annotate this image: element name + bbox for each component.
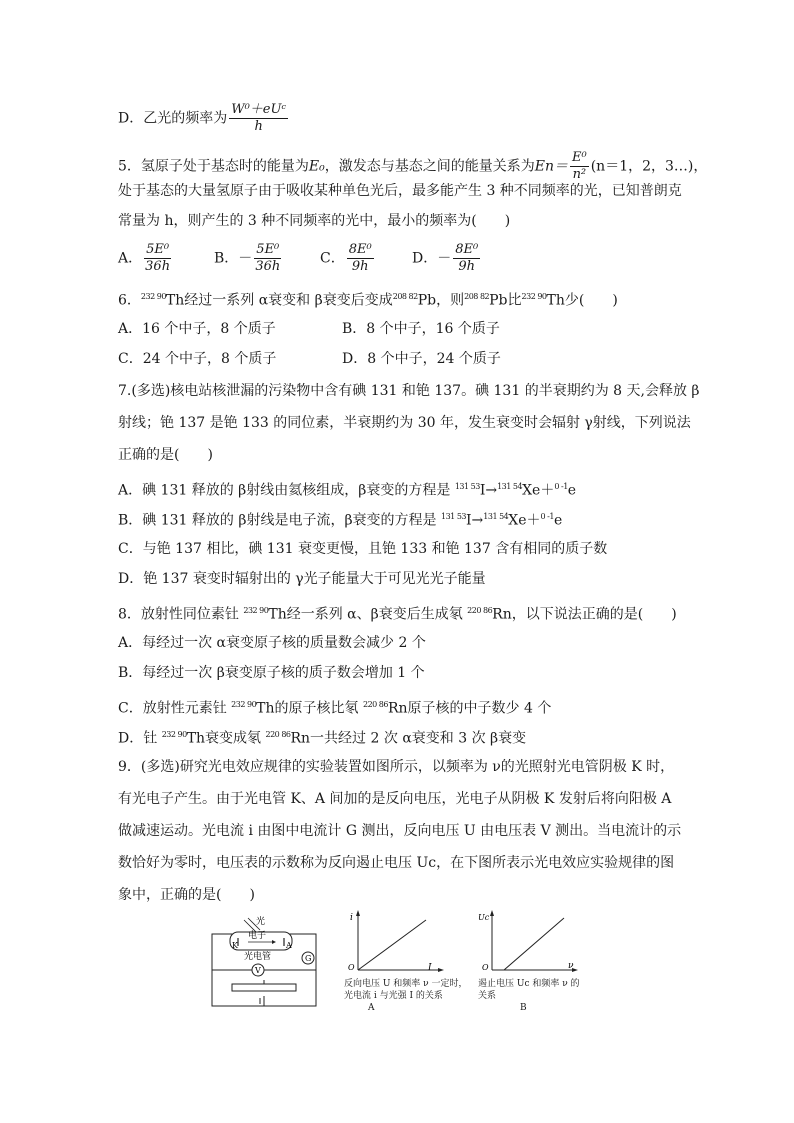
q7-option-c: C．与铯 137 相比，碘 131 衰变更慢，且铯 133 和铯 137 含有相同的质子数 — [118, 541, 608, 557]
q9-line2: 有光电子产生。由于光电管 K、A 间加的是反向电压，光电子从阴极 K 发射后将向阳极 A — [118, 791, 672, 807]
graph-b-origin: O — [482, 963, 489, 972]
q8-stem: 8．放射性同位素钍 $^{232 90}$Th经一系列 α、β衰变后生成氡 $^{220 86}$Rn，以下说法正确的是( ) — [118, 606, 677, 623]
q5-option-c: C． $\frac{\text{8E⁰}}{9h}$ — [320, 242, 372, 274]
graph-b-caption-1: 遏止电压 Uc 和频率 ν 的 — [478, 979, 580, 989]
q8-option-d: D．钍 $^{232 90}$Th衰变成氡 $^{220 86}$Rn一共经过 2 次 α衰变和 3 次 β衰变 — [118, 730, 527, 747]
electron-label: 电子 — [248, 931, 267, 941]
fraction: $\frac{\text{W⁰＋eUᶜ}}{h}$ — [231, 102, 287, 134]
graph-a-svg — [340, 908, 464, 974]
graph-a — [340, 908, 468, 1013]
graph-b-xlabel: ν — [568, 961, 574, 971]
q7-line2: 射线；铯 137 是铯 133 的同位素，半衰期约为 30 年，发生衰变时会辐射 γ射线，下列说法 — [118, 415, 691, 431]
q5-line3: 常量为 h，则产生的 3 种不同频率的光中，最小的频率为( ) — [118, 213, 511, 229]
q9-line5: 象中，正确的是( ) — [118, 887, 255, 903]
q9-line4: 数恰好为零时，电压表的示数称为反向遏止电压 Uc，在下图所表示光电效应实验规律的图 — [118, 855, 675, 871]
q8-option-c: C．放射性元素钍 $^{232 90}$Th的原子核比氡 $^{220 86}$Rn原子核的中子数少 4 个 — [118, 700, 552, 717]
apparatus-svg — [208, 912, 320, 1012]
voltmeter-label: V — [255, 966, 261, 975]
q5-line2: 处于基态的大量氢原子由于吸收某种单色光后，最多能产生 3 种不同频率的光，已知普朗克 — [118, 183, 682, 199]
graph-a-caption-2: 光电流 i 与光强 I 的关系 — [344, 991, 443, 1001]
graph-a-ylabel: i — [350, 913, 353, 923]
galvanometer-label: G — [305, 954, 312, 963]
graph-a-origin: O — [348, 963, 355, 972]
graph-b-caption-2: 关系 — [478, 991, 497, 1001]
graph-b-letter: B — [520, 1003, 527, 1013]
anode-label: A — [286, 941, 292, 950]
q6-stem: 6．$^{232 90}$Th经过一系列 α衰变和 β衰变后变成$^{208 82}$Pb，则$^{208 82}$Pb比$^{232 90}$Th少( ) — [118, 292, 618, 309]
fraction: $\frac{\text{E⁰}}{\text{n²}}$ — [572, 150, 587, 182]
q9-line3: 做减速运动。光电流 i 由图中电流计 G 测出，反向电压 U 由电压表 V 测出。当电流计的示 — [118, 823, 682, 839]
q6-option-b: B．8 个中子，16 个质子 — [342, 321, 500, 337]
q5-line1: 5．氢原子处于基态时的能量为E₀，激发态与基态之间的能量关系为En＝ $\frac{\text{E⁰}}{\text{n²}}$ (n＝1，2，3…)， — [118, 150, 708, 182]
q6-option-d: D．8 个中子，24 个质子 — [342, 351, 501, 367]
q7-option-d: D．铯 137 衰变时辐射出的 γ光子能量大于可见光光子能量 — [118, 571, 486, 587]
cathode-label: K — [232, 941, 238, 950]
q7-option-b: B．碘 131 释放的 β射线是电子流，β衰变的方程是 $^{131 53}$I→$^{131 54}$Xe＋$^{0 -1}$e — [118, 512, 563, 529]
graph-b-line — [504, 918, 564, 970]
graph-b-ylabel: Uc — [478, 913, 490, 922]
q5-option-b: B．－ $\frac{\text{5E⁰}}{36h}$ — [214, 242, 281, 274]
q5-option-d: D．－ $\frac{\text{8E⁰}}{9h}$ — [412, 242, 479, 274]
graph-a-line — [358, 920, 426, 970]
q4-option-d — [118, 102, 290, 135]
q7-line1: 7.(多选)核电站核泄漏的污染物中含有碘 131 和铯 137。碘 131 的半衰期约为 8 天,会释放 β — [118, 383, 700, 399]
graph-b — [474, 908, 598, 1012]
q5-options — [118, 242, 482, 275]
tube-label: 光电管 — [244, 952, 272, 962]
q7-option-a: A．碘 131 释放的 β射线由氦核组成，β衰变的方程是 $^{131 53}$I→$^{131 54}$Xe＋$^{0 -1}$e — [118, 482, 577, 499]
light-label: 光 — [256, 917, 266, 927]
graph-a-letter: A — [368, 1003, 375, 1013]
q4-option-d-text: D．乙光的频率为 — [118, 110, 228, 127]
q8-option-a: A．每经过一次 α衰变原子核的质量数会减少 2 个 — [118, 635, 426, 651]
q6-option-c: C．24 个中子，8 个质子 — [118, 351, 277, 367]
q5-option-a: A． $\frac{\text{5E⁰}}{36h}$ — [118, 242, 171, 274]
q6-option-a: A．16 个中子，8 个质子 — [118, 321, 276, 337]
photoelectric-apparatus-diagram — [208, 912, 320, 1012]
q7-line3: 正确的是( ) — [118, 447, 213, 463]
q8-option-b: B．每经过一次 β衰变原子核的质子数会增加 1 个 — [118, 665, 425, 681]
graph-b-svg — [474, 908, 598, 974]
q9-line1: 9．(多选)研究光电效应规律的实验装置如图所示，以频率为 ν的光照射光电管阴极 K 时， — [118, 759, 675, 775]
graph-a-caption-1: 反向电压 U 和频率 ν 一定时， — [344, 979, 468, 989]
graph-a-xlabel: I — [428, 963, 432, 973]
